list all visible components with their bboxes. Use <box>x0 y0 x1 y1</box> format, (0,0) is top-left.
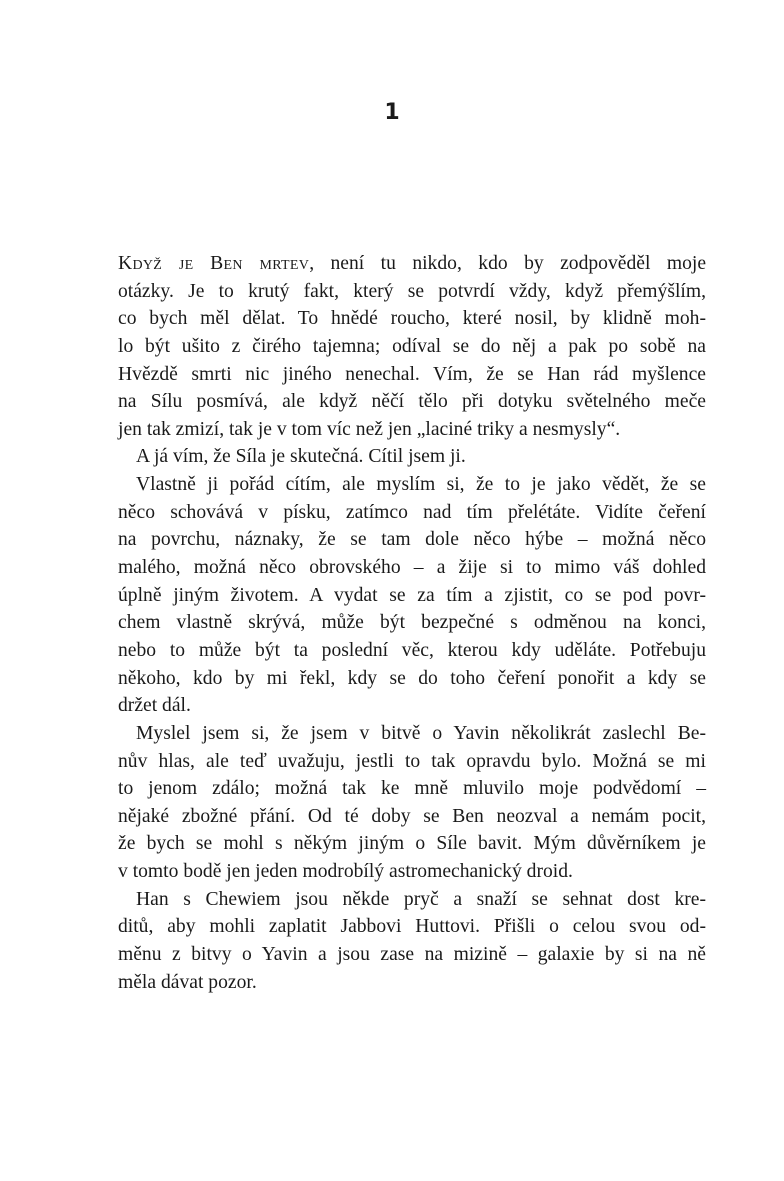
paragraph <box>118 443 706 471</box>
text-line <box>118 692 706 720</box>
text-line <box>118 333 706 361</box>
line-text: nebo to může být ta poslední věc, kterou kdy uděláte. Potřebuju <box>118 639 706 661</box>
text-line <box>118 748 706 776</box>
line-text: to jenom zdálo; možná tak ke mně mluvilo moje podvědomí – <box>118 778 706 800</box>
line-text: měnu z bitvy o Yavin a jsou zase na mizině – galaxie by si na ně <box>118 944 706 966</box>
text-line <box>118 499 706 527</box>
line-text: že bych se mohl s někým jiným o Síle bavit. Mým důvěrníkem je <box>118 833 706 855</box>
text-line <box>118 443 706 471</box>
text-line <box>118 720 706 748</box>
text-line <box>118 609 706 637</box>
line-text: lo být ušito z čirého tajemna; odíval se do něj a pak po sobě na <box>118 335 706 357</box>
text-line <box>118 250 706 278</box>
text-line <box>118 305 706 333</box>
line-text: úplně jiným životem. A vydat se za tím a zjistit, co se pod povr- <box>118 584 706 606</box>
line-text: nějaké zbožné přání. Od té doby se Ben neozval a nemám pocit, <box>118 805 706 827</box>
text-line <box>118 361 706 389</box>
line-text: Vlastně ji pořád cítím, ale myslím si, že to je jako vědět, že se <box>136 474 706 496</box>
line-text: otázky. Je to krutý fakt, který se potvrdí vždy, když přemýšlím, <box>118 280 706 302</box>
line-text: nův hlas, ale teď uvažuju, jestli to tak opravdu bylo. Možná se mi <box>118 750 706 772</box>
line-text: malého, možná něco obrovského – a žije si to mimo váš dohled <box>118 557 706 579</box>
line-text: jen tak zmizí, tak je v tom víc než jen „laciné triky a nesmysly“. <box>118 418 621 440</box>
line-text: ditů, aby mohli zaplatit Jabbovi Huttovi. Přišli o celou svou od- <box>118 916 706 938</box>
line-text: , není tu nikdo, kdo by zodpověděl moje <box>309 253 707 274</box>
paragraph <box>118 471 706 720</box>
text-line <box>118 775 706 803</box>
paragraph <box>118 250 706 443</box>
line-text: měla dávat pozor. <box>118 971 257 993</box>
text-line <box>118 526 706 554</box>
line-text: chem vlastně skrývá, může být bezpečné s odměnou na konci, <box>118 612 706 634</box>
paragraph <box>118 720 706 886</box>
line-text: Myslel jsem si, že jsem v bitvě o Yavin několikrát zaslechl Be- <box>136 722 706 744</box>
line-text: A já vím, že Síla je skutečná. Cítil jsem ji. <box>136 446 466 468</box>
line-text: Han s Chewiem jsou někde pryč a snaží se sehnat dost kre- <box>136 888 706 910</box>
text-line <box>118 665 706 693</box>
line-text: na povrchu, náznaky, že se tam dole něco hýbe – možná něco <box>118 529 706 551</box>
chapter-number: 1 <box>384 100 400 125</box>
line-text: držet dál. <box>118 695 191 717</box>
text-line <box>118 969 706 997</box>
chapter-body-text <box>118 250 706 996</box>
text-line <box>118 554 706 582</box>
line-text: v tomto bodě jen jeden modrobílý astromechanický droid. <box>118 861 573 883</box>
text-line <box>118 582 706 610</box>
paragraph <box>118 886 706 997</box>
text-line <box>118 637 706 665</box>
text-line <box>118 830 706 858</box>
line-text: Hvězdě smrti nic jiného nenechal. Vím, že se Han rád myšlence <box>118 363 706 385</box>
text-line <box>118 416 706 444</box>
text-line <box>118 388 706 416</box>
text-line <box>118 471 706 499</box>
opening-small-caps: Když je Ben mrtev <box>118 253 310 274</box>
text-line <box>118 858 706 886</box>
text-line <box>118 941 706 969</box>
line-text: na Sílu posmívá, ale když něčí tělo při dotyku světelného meče <box>118 391 706 413</box>
text-line <box>118 886 706 914</box>
line-text: něco schovává v písku, zatímco nad tím přelétáte. Vidíte čeření <box>118 501 706 523</box>
text-line <box>118 803 706 831</box>
line-text: co bych měl dělat. To hnědé roucho, které nosil, by klidně moh- <box>118 308 706 330</box>
text-line <box>118 278 706 306</box>
text-line <box>118 913 706 941</box>
line-text: někoho, kdo by mi řekl, kdy se do toho čeření ponořit a kdy se <box>118 667 706 689</box>
